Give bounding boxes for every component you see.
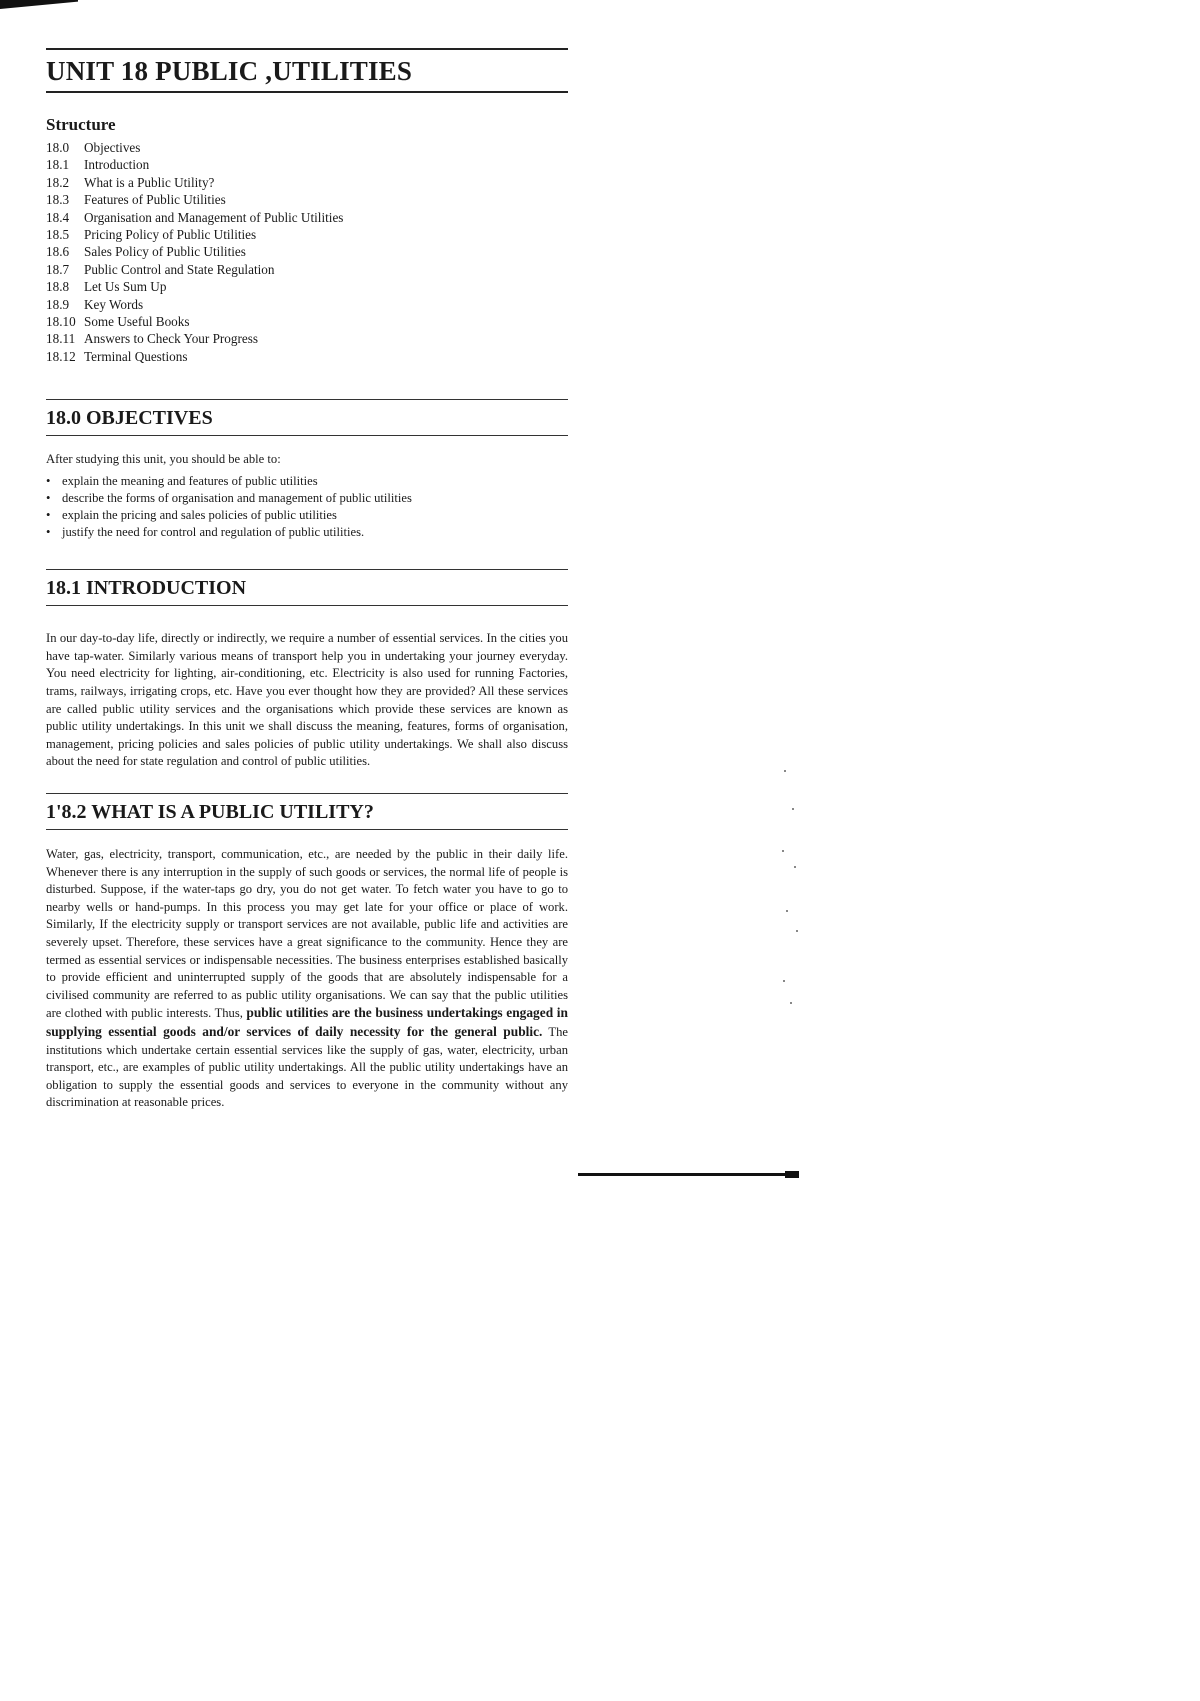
scan-speck <box>794 866 796 868</box>
objectives-bottom-rule <box>46 435 568 436</box>
public-utility-definition: public utilities are the business undertakings engaged in supplying essential goods and/or services of daily necessity for the general public. <box>46 1005 568 1039</box>
objective-item: • justify the need for control and regulation of public utilities. <box>46 524 568 541</box>
structure-item-number: 18.4 <box>46 209 70 225</box>
structure-item <box>46 243 568 260</box>
introduction-bottom-rule <box>46 605 568 606</box>
structure-item-label: Introduction <box>84 157 150 173</box>
structure-item-number: 18.5 <box>46 227 70 243</box>
structure-item <box>46 296 568 313</box>
structure-item-label: Let Us Sum Up <box>84 279 167 295</box>
objective-item: • describe the forms of organisation and management of public utilities <box>46 490 568 507</box>
objective-item: • explain the pricing and sales policies of public utilities <box>46 507 568 524</box>
introduction-heading: 18.1 INTRODUCTION <box>46 577 247 600</box>
structure-item <box>46 278 568 295</box>
structure-block <box>46 115 568 365</box>
objectives-heading: 18.0 OBJECTIVES <box>46 407 213 430</box>
scan-speck <box>784 770 786 772</box>
structure-item <box>46 226 568 243</box>
scan-corner-mark <box>0 0 78 9</box>
structure-item <box>46 330 568 347</box>
introduction-paragraph: In our day-to-day life, directly or indirectly, we require a number of essential services. In the cities you have tap-water. Similarly various means of transport help you in undertaking your journey everyday. You need electricity for lighting, air-conditioning, etc. Electricity is also used for running Factories, trams, railways, irrigating crops, etc. Have you ever thought how they are provided? All these services are called public utility services and the organisations which provide these services are known as public utility undertakings. In this unit we shall discuss the meaning, features, forms of organisation, management, pricing policies and sales policies of public utility undertakings. We shall also discuss about the need for state regulation and control of public utilities. <box>46 631 568 769</box>
scan-speck <box>796 930 798 932</box>
structure-item-label: Sales Policy of Public Utilities <box>84 244 246 260</box>
structure-item-label: Organisation and Management of Public Utilities <box>84 209 344 225</box>
structure-item-number: 18.8 <box>46 279 70 295</box>
document-page <box>46 48 568 1112</box>
structure-item <box>46 261 568 278</box>
structure-item-label: What is a Public Utility? <box>84 174 215 190</box>
structure-item-number: 18.6 <box>46 244 70 260</box>
structure-item-number: 18.9 <box>46 296 70 312</box>
structure-item <box>46 313 568 330</box>
objective-item: • explain the meaning and features of public utilities <box>46 473 568 490</box>
scan-speck <box>786 910 788 912</box>
public-utility-heading: 1'8.2 WHAT IS A PUBLIC UTILITY? <box>46 801 374 824</box>
objectives-top-rule <box>46 399 568 400</box>
scan-speck <box>782 850 784 852</box>
structure-item <box>46 191 568 208</box>
structure-item <box>46 156 568 173</box>
structure-item-label: Pricing Policy of Public Utilities <box>84 227 257 243</box>
structure-item-label: Objectives <box>84 140 141 155</box>
structure-list <box>46 139 568 365</box>
structure-item-label: Features of Public Utilities <box>84 192 226 208</box>
objectives-list <box>46 473 568 541</box>
introduction-section <box>46 569 568 771</box>
structure-item-label: Key Words <box>84 296 144 312</box>
introduction-top-rule <box>46 569 568 570</box>
structure-item-number: 18.7 <box>46 261 70 277</box>
structure-item <box>46 174 568 191</box>
structure-heading: Structure <box>46 115 116 134</box>
introduction-body <box>46 630 568 771</box>
public-utility-top-rule <box>46 793 568 794</box>
objectives-section <box>46 399 568 541</box>
page-bottom-rule <box>578 1173 799 1176</box>
structure-item <box>46 348 568 365</box>
unit-title: UNIT 18 PUBLIC ,UTILITIES <box>46 56 413 86</box>
public-utility-bottom-rule <box>46 829 568 830</box>
structure-item-number: 18.10 <box>46 314 76 330</box>
scan-speck <box>783 980 785 982</box>
structure-item-label: Public Control and State Regulation <box>84 261 275 277</box>
structure-item-number: 18.2 <box>46 174 70 190</box>
structure-item-number: 18.1 <box>46 157 70 173</box>
public-utility-body <box>46 846 568 1112</box>
scan-speck <box>792 808 794 810</box>
objectives-lead: After studying this unit, you should be able to: <box>46 452 281 467</box>
scan-specks <box>780 770 810 1070</box>
public-utility-section <box>46 793 568 1112</box>
public-utility-text-before: Water, gas, electricity, transport, communication, etc., are needed by the public in their daily life. Whenever there is any interruption in the supply of such goods or services, the normal life of people is disturbed. Suppose, if the water-taps go dry, you do not get water. To fetch water you have to go to nearby wells or hand-pumps. In this process you may get late for your office or place of work. Similarly, If the electricity supply or transport services are not available, public life and activities are severely upset. Therefore, these services have a great significance to the community. Hence they are termed as essential services or indispensable necessities. The business enterprises established basically to provide efficient and uninterrupted supply of the goods that are absolutely indispensable for a civilised community are referred to as public utility organisations. We can say that the public utilities are clothed with public interests. Thus, <box>46 847 568 1021</box>
structure-item <box>46 209 568 226</box>
title-top-rule <box>46 48 568 50</box>
scan-speck <box>790 1002 792 1004</box>
structure-item-label: Terminal Questions <box>84 348 188 364</box>
structure-item-number: 18.11 <box>46 331 76 347</box>
title-bottom-rule <box>46 91 568 93</box>
structure-item-number: 18.3 <box>46 192 70 208</box>
structure-item-label: Answers to Check Your Progress <box>84 331 258 347</box>
public-utility-paragraph <box>46 846 568 1112</box>
public-utility-text-after: The institutions which undertake certain essential services like the supply of gas, water, electricity, urban transport, etc., are examples of public utility undertakings. All the public utility undertakings have an obligation to supply the essential goods and services to everyone in the community without any discrimination at reasonable prices. <box>46 1024 568 1110</box>
structure-item-label: Some Useful Books <box>84 314 190 330</box>
structure-item <box>46 139 568 156</box>
structure-item-number: 18.0 <box>46 140 70 155</box>
structure-item-number: 18.12 <box>46 348 76 364</box>
